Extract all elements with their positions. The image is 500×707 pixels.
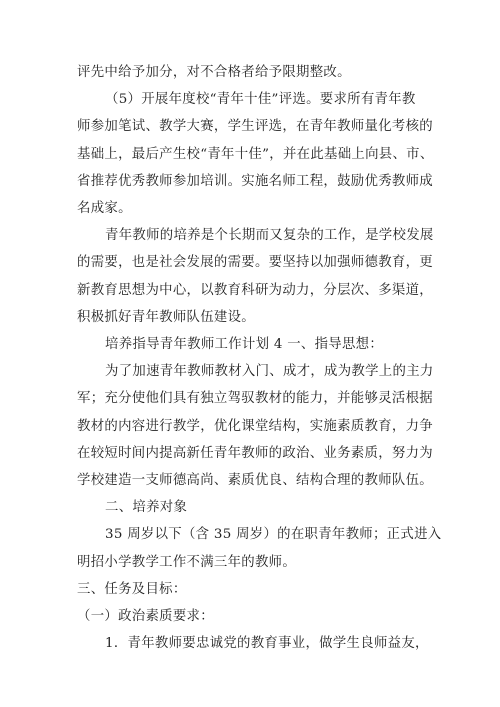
text-line: 在较短时间内提高新任青年教师的政治、业务素质，努力为 [77,445,433,461]
text-line: 为了加速青年教师教材入门、成才，成为教学上的主力 [105,364,434,380]
text-line: 青年教师的培养是个长期而又复杂的工作，是学校发展 [105,228,434,244]
text-line: 的需要，也是社会发展的需要。要坚持以加强师德教育，更 [77,255,433,271]
text-line: 明招小学教学工作不满三年的教师。 [77,554,297,570]
text-line: 省推荐优秀教师参加培训。实施名师工程，鼓励优秀教师成 [77,173,433,189]
text-line: 积极抓好青年教师队伍建设。 [77,309,255,325]
section-heading: 三、任务及目标： [77,581,187,597]
section-heading: 培养指导青年教师工作计划 4 一、指导思想： [105,337,384,352]
text-line: （5）开展年度校“青年十佳”评选。要求所有青年教 [105,92,416,108]
text-line: 名成家。 [77,201,132,216]
list-item: 1．青年教师要忠诚党的教育事业，做学生良师益友， [105,636,429,652]
subsection-heading: （一）政治素质要求： [77,609,214,624]
text-line: 学校建造一支师德高尚、素质优良、结构合理的教师队伍。 [77,473,433,488]
text-line: 评先中给予加分，对不合格者给予限期整改。 [77,65,351,80]
text-line: 军；充分使他们具有独立驾驭教材的能力，并能够灵活根据 [77,391,433,407]
text-line: 师参加笔试、教学大赛，学生评选，在青年教师量化考核的 [77,119,433,135]
text-line: 35 周岁以下（含 35 周岁）的在职青年教师；正式进入 [105,527,442,543]
text-line: 教材的内容进行教学，优化课堂结构，实施素质教育，力争 [77,418,433,434]
text-line: 新教育思想为中心，以教育科研为动力，分层次、多渠道， [77,282,433,298]
section-heading: 二、培养对象 [105,500,188,516]
text-line: 基础上，最后产生校“青年十佳”，并在此基础上向县、市、 [77,146,434,162]
